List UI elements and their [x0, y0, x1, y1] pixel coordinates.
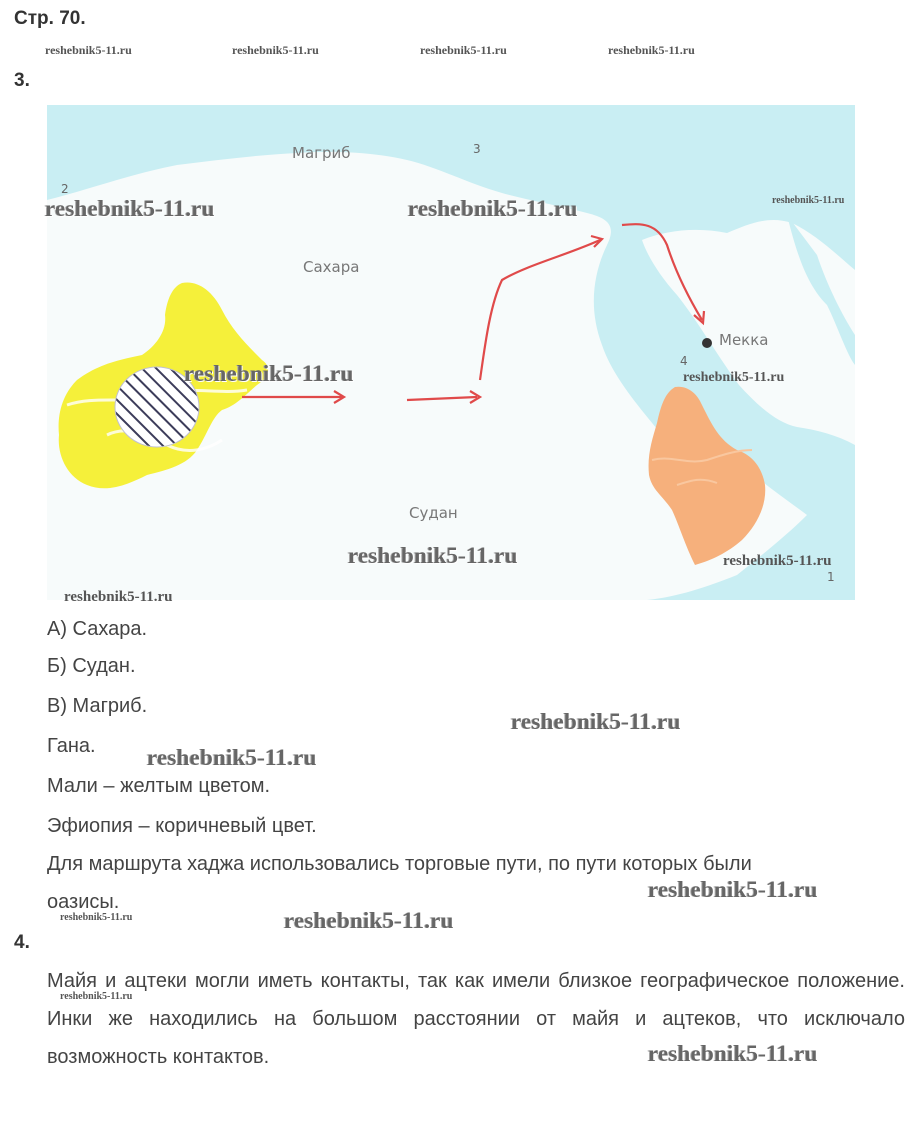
answer-a: А) Сахара.: [47, 618, 148, 640]
watermark: reshebnik5-11.ru: [60, 991, 133, 1002]
watermark: reshebnik5-11.ru: [184, 361, 354, 386]
watermark: reshebnik5-11.ru: [683, 370, 785, 385]
label-sudan: Судан: [409, 504, 458, 522]
watermark: reshebnik5-11.ru: [147, 745, 317, 770]
watermark: reshebnik5-11.ru: [648, 1041, 818, 1066]
watermark: reshebnik5-11.ru: [772, 195, 845, 206]
watermark: reshebnik5-11.ru: [408, 196, 578, 221]
watermark: reshebnik5-11.ru: [420, 43, 507, 57]
page-number-header: Стр. 70.: [14, 8, 86, 29]
mecca-dot: [702, 338, 712, 348]
watermark: reshebnik5-11.ru: [608, 43, 695, 57]
watermark: reshebnik5-11.ru: [60, 912, 133, 923]
answer-hajj-line2: оазисы.: [47, 891, 120, 913]
label-sahara: Сахара: [303, 258, 360, 276]
task-number-3: 3.: [14, 70, 30, 91]
answer-mali: Мали – желтым цветом.: [47, 775, 271, 797]
watermark: reshebnik5-11.ru: [648, 877, 818, 902]
watermark: reshebnik5-11.ru: [64, 589, 173, 605]
label-mecca: Мекка: [719, 331, 769, 349]
map-number-1: 1: [827, 570, 835, 584]
answer-c: В) Магриб.: [47, 695, 148, 717]
map-number-3: 3: [473, 142, 481, 156]
map: [47, 105, 855, 600]
africa-arabia-map: [47, 105, 855, 600]
watermark: reshebnik5-11.ru: [511, 709, 681, 734]
map-number-4: 4: [680, 354, 688, 368]
label-maghreb: Магриб: [292, 144, 351, 162]
task-number-4: 4.: [14, 932, 30, 953]
watermark: reshebnik5-11.ru: [232, 43, 319, 57]
answer-hajj-line1: Для маршрута хаджа использовались торговые пути, по пути которых были: [47, 853, 752, 875]
watermark: reshebnik5-11.ru: [723, 553, 832, 569]
answer-ethiopia: Эфиопия – коричневый цвет.: [47, 815, 317, 837]
answer-ghana: Гана.: [47, 735, 96, 757]
watermark: reshebnik5-11.ru: [284, 908, 454, 933]
watermark: reshebnik5-11.ru: [45, 43, 132, 57]
answer-b: Б) Судан.: [47, 655, 136, 677]
section4-paragraph: Майя и ацтеки могли иметь контакты, так как имели близкое географическое положение. Инки же находились на большом расстоянии от майя и ацтеков, что исключало возможность контактов.: [47, 970, 905, 1068]
map-number-2: 2: [61, 182, 69, 196]
watermark: reshebnik5-11.ru: [45, 196, 215, 221]
watermark: reshebnik5-11.ru: [348, 543, 518, 568]
